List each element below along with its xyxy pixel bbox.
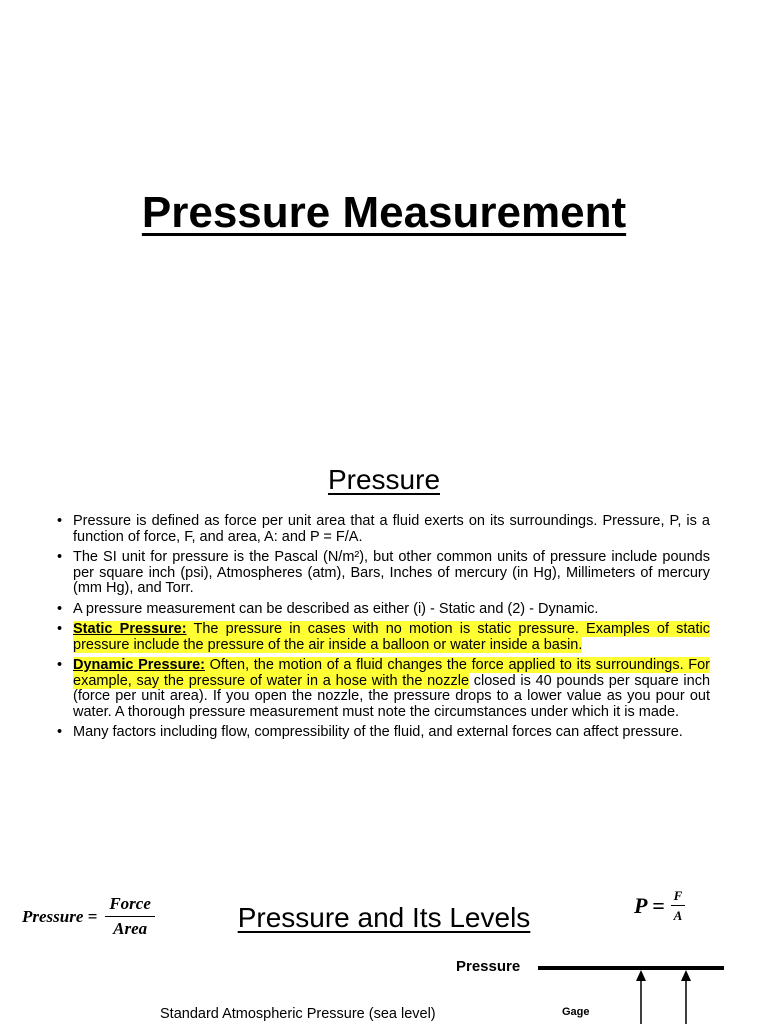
dynamic-pressure-label: Dynamic Pressure: [73, 657, 205, 673]
fraction: $\frac{\text{Force}}{\text{Area}}$ [105, 894, 155, 939]
slide-pressure-levels [0, 860, 768, 1024]
slide-title [0, 0, 768, 420]
formula-p-f-a: P = $\frac{F}{A}$ [634, 888, 685, 924]
bullet-static-pressure [56, 622, 710, 653]
absolute-arrow-head [681, 970, 691, 981]
bullet-factors: • Many factors including flow, compressibility of the fluid, and external forces can affect pressure. [56, 725, 710, 741]
slide-pressure [0, 420, 768, 860]
highlight: Static Pressure: The pressure in cases with no motion is static pressure. Examples of static pressure include the pressure of the air inside a balloon or water inside a basin. [73, 621, 710, 653]
gage-label: Gage [562, 1006, 590, 1018]
pressure-label: Pressure [456, 958, 521, 975]
bullet-definition: • Pressure is defined as force per unit area that a fluid exerts on its surroundings. Pressure, P, is a function of force, F, and area, A: and P = F/A. [56, 514, 710, 545]
bullet-dynamic-pressure: • Dynamic Pressure: Often, the motion of a fluid changes the force applied to its surroundings. For example, say the pressure of water in a hose with the nozzle closed is 40 pounds per square inch (force per unit area). If you open the nozzle, the pressure drops to a lower value as you pour out water. A thorough pressure measurement must note the circumstances under which it is made. [56, 658, 710, 720]
section-title: Pressure [327, 464, 441, 495]
highlight: Dynamic Pressure: Often, the motion of a fluid changes the force applied to its surroundings. For example, say the pressure of water in a hose with the nozzle [73, 657, 710, 689]
section-title: Pressure and Its Levels [237, 902, 531, 933]
standard-atmospheric-label: Standard Atmospheric Pressure (sea level) [160, 1006, 436, 1022]
page-title: Pressure Measurement [141, 188, 627, 237]
pressure-levels-diagram [0, 950, 768, 1024]
bullet-si-unit: • The SI unit for pressure is the Pascal (N/m²), but other common units of pressure include pounds per square inch (psi), Atmospheres (atm), Bars, Inches of mercury (in Hg), Millimeters of mercury (mm Hg), and Torr. [56, 550, 710, 597]
bullet-types: • A pressure measurement can be described as either (i) - Static and (2) - Dynamic. [56, 602, 710, 618]
gage-arrow-head [636, 970, 646, 981]
formula-pressure-force-area: Pressure = $\frac{\text{Force}}{\text{Area}}$ [22, 894, 155, 939]
bullet-list [56, 514, 710, 746]
static-pressure-label: Static Pressure: [73, 621, 187, 637]
fraction: $\frac{F}{A}$ [671, 888, 686, 924]
